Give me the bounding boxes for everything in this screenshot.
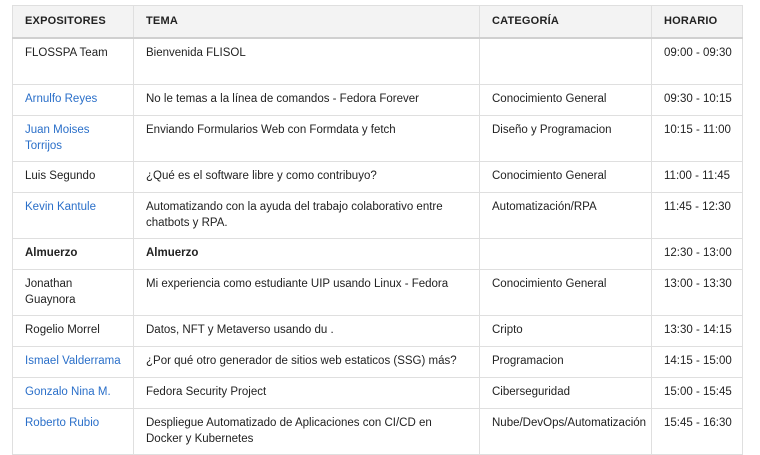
time-cell: 12:30 - 13:00: [652, 239, 743, 270]
table-header: [13, 6, 743, 39]
topic-cell: No le temas a la línea de comandos - Fedora Forever: [134, 85, 480, 116]
table-row: [13, 347, 743, 378]
time-cell: 15:00 - 15:45: [652, 378, 743, 409]
speaker-cell: Luis Segundo: [13, 162, 134, 193]
topic-cell: Automatizando con la ayuda del trabajo colaborativo entre chatbots y RPA.: [134, 193, 480, 239]
schedule-table: [12, 5, 743, 455]
time-cell: 11:00 - 11:45: [652, 162, 743, 193]
column-header-time: HORARIO: [652, 6, 743, 39]
topic-cell: Bienvenida FLISOL: [134, 38, 480, 85]
speaker-link[interactable]: Roberto Rubio: [13, 409, 134, 455]
header-row: [13, 6, 743, 39]
table-row: [13, 270, 743, 316]
category-cell: Ciberseguridad: [480, 378, 652, 409]
column-header-category: CATEGORÍA: [480, 6, 652, 39]
topic-cell: Almuerzo: [134, 239, 480, 270]
category-cell: Cripto: [480, 316, 652, 347]
speaker-link[interactable]: Juan Moises Torrijos: [13, 116, 134, 162]
column-header-speakers: EXPOSITORES: [13, 6, 134, 39]
category-cell: Diseño y Programacion: [480, 116, 652, 162]
topic-cell: Fedora Security Project: [134, 378, 480, 409]
column-header-topic: TEMA: [134, 6, 480, 39]
speaker-cell: FLOSSPA Team: [13, 38, 134, 85]
time-cell: 10:15 - 11:00: [652, 116, 743, 162]
speaker-cell: Rogelio Morrel: [13, 316, 134, 347]
category-cell: Nube/DevOps/Automatización: [480, 409, 652, 455]
category-cell: [480, 38, 652, 85]
category-cell: [480, 239, 652, 270]
schedule-table-container: [12, 5, 742, 455]
category-cell: Conocimiento General: [480, 162, 652, 193]
topic-cell: Enviando Formularios Web con Formdata y fetch: [134, 116, 480, 162]
category-cell: Programacion: [480, 347, 652, 378]
table-body: [13, 38, 743, 455]
time-cell: 11:45 - 12:30: [652, 193, 743, 239]
time-cell: 15:45 - 16:30: [652, 409, 743, 455]
speaker-link[interactable]: Ismael Valderrama: [13, 347, 134, 378]
table-row: [13, 193, 743, 239]
table-row: [13, 85, 743, 116]
topic-cell: Mi experiencia como estudiante UIP usando Linux - Fedora: [134, 270, 480, 316]
speaker-link[interactable]: Kevin Kantule: [13, 193, 134, 239]
table-row: [13, 38, 743, 85]
table-row: [13, 162, 743, 193]
category-cell: Automatización/RPA: [480, 193, 652, 239]
topic-cell: ¿Qué es el software libre y como contribuyo?: [134, 162, 480, 193]
topic-cell: Datos, NFT y Metaverso usando du .: [134, 316, 480, 347]
time-cell: 14:15 - 15:00: [652, 347, 743, 378]
table-row: [13, 378, 743, 409]
topic-cell: ¿Por qué otro generador de sitios web estaticos (SSG) más?: [134, 347, 480, 378]
time-cell: 09:00 - 09:30: [652, 38, 743, 85]
speaker-link[interactable]: Gonzalo Nina M.: [13, 378, 134, 409]
table-row: [13, 116, 743, 162]
time-cell: 13:00 - 13:30: [652, 270, 743, 316]
category-cell: Conocimiento General: [480, 270, 652, 316]
category-cell: Conocimiento General: [480, 85, 652, 116]
table-row-lunch: [13, 239, 743, 270]
speaker-cell: Jonathan Guaynora: [13, 270, 134, 316]
topic-cell: Despliegue Automatizado de Aplicaciones con CI/CD en Docker y Kubernetes: [134, 409, 480, 455]
time-cell: 13:30 - 14:15: [652, 316, 743, 347]
table-row: [13, 316, 743, 347]
time-cell: 09:30 - 10:15: [652, 85, 743, 116]
speaker-link[interactable]: Arnulfo Reyes: [13, 85, 134, 116]
speaker-cell: Almuerzo: [13, 239, 134, 270]
table-row: [13, 409, 743, 455]
